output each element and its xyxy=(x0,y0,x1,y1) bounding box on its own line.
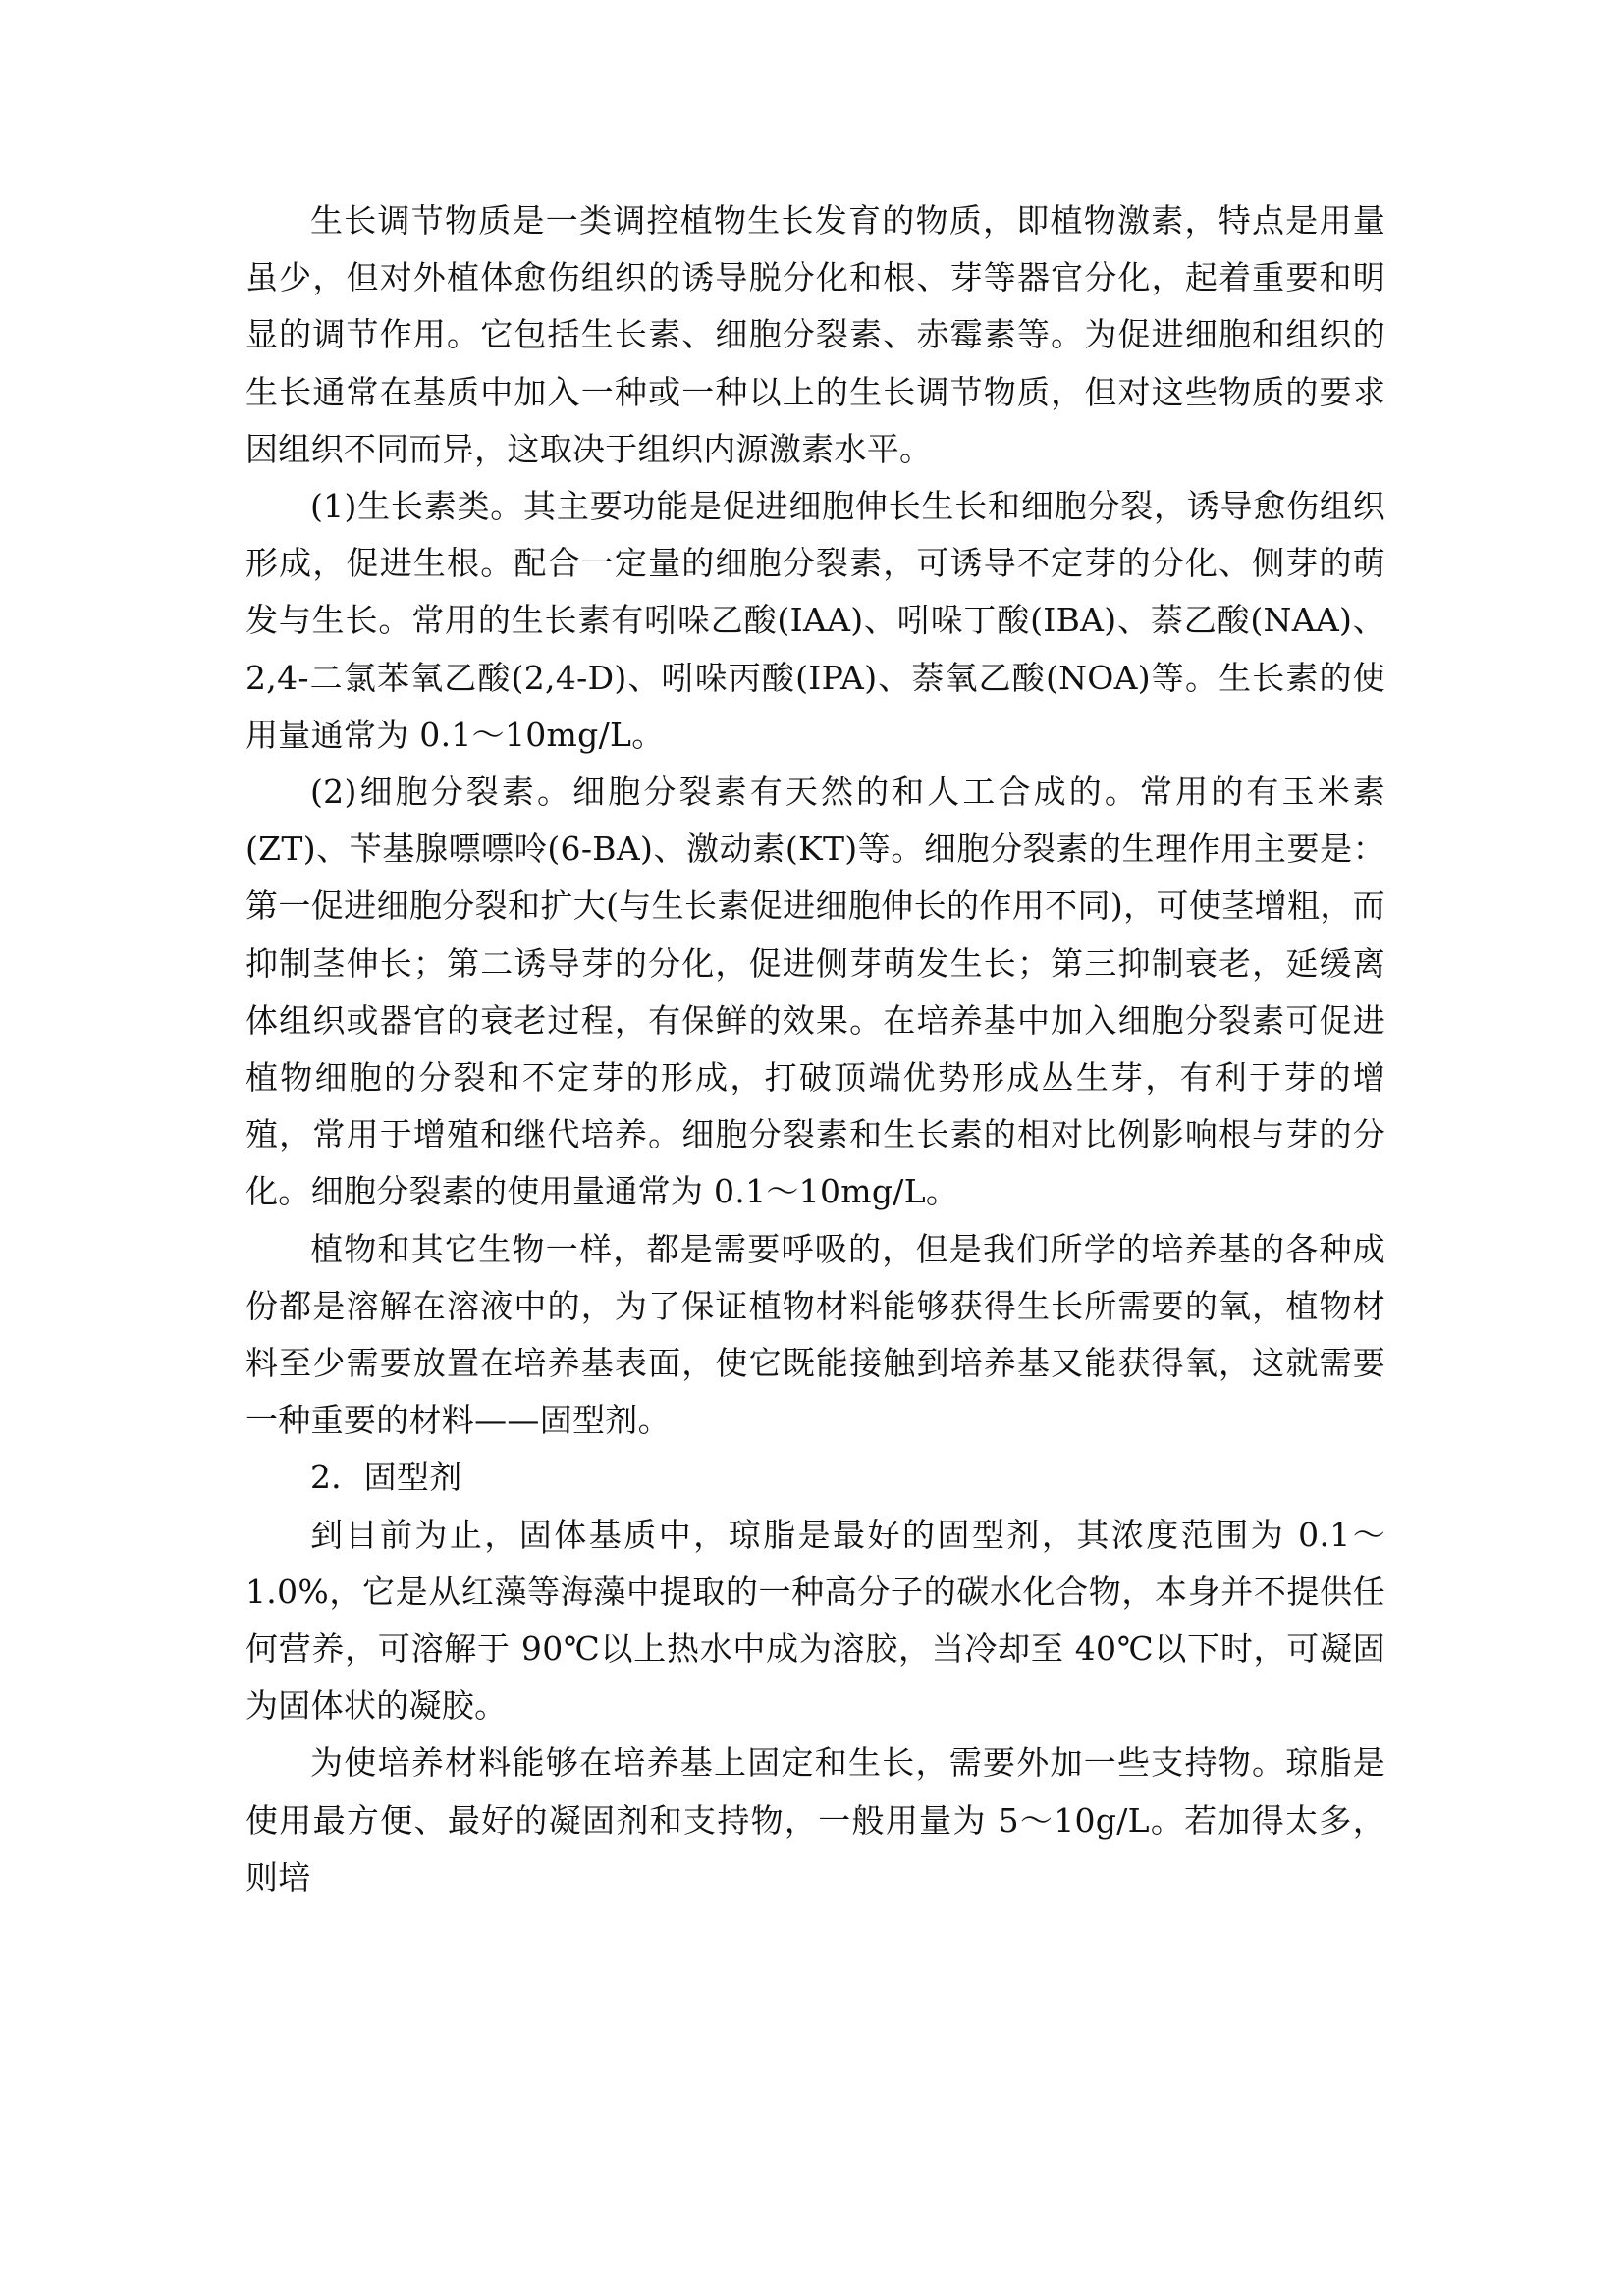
paragraph-growth-regulators: 生长调节物质是一类调控植物生长发育的物质，即植物激素，特点是用量虽少，但对外植体愈伤组织的诱导脱分化和根、芽等器官分化，起着重要和明显的调节作用。它包括生长素、细胞分裂素、赤霉素等。为促进细胞和组织的生长通常在基质中加入一种或一种以上的生长调节物质，但对这些物质的要求因组织不同而异，这取决于组织内源激素水平。 xyxy=(245,201,1385,468)
paragraph-agar-usage: 为使培养材料能够在培养基上固定和生长，需要外加一些支持物。琼脂是使用最方便、最好的凝固剂和支持物，一般用量为 5～10g/L。若加得太多，则培 xyxy=(245,1743,1385,1896)
section-heading-solidifying-agent: 2．固型剂 xyxy=(310,1458,462,1497)
paragraph-cytokinins: (2)细胞分裂素。细胞分裂素有天然的和人工合成的。常用的有玉米素(ZT)、苄基腺嘌嘌呤(6-BA)、激动素(KT)等。细胞分裂素的生理作用主要是：第一促进细胞分裂和扩大(与生长素促进细胞伸长的作用不同)，可使茎增粗，而抑制茎伸长；第二诱导芽的分化，促进侧芽萌发生长；第三抑制衰老，延缓离体组织或器官的衰老过程，有保鲜的效果。在培养基中加入细胞分裂素可促进植物细胞的分裂和不定芽的形成，打破顶端优势形成丛生芽，有利于芽的增殖，常用于增殖和继代培养。细胞分裂素和生长素的相对比例影响根与芽的分化。细胞分裂素的使用量通常为 0.1～10mg/L。 xyxy=(245,773,1385,1211)
paragraph-auxins: (1)生长素类。其主要功能是促进细胞伸长生长和细胞分裂，诱导愈伤组织形成，促进生根。配合一定量的细胞分裂素，可诱导不定芽的分化、侧芽的萌发与生长。常用的生长素有吲哚乙酸(IAA)、吲哚丁酸(IBA)、萘乙酸(NAA)、2,4-二氯苯氧乙酸(2,4-D)、吲哚丙酸(IPA)、萘氧乙酸(NOA)等。生长素的使用量通常为 0.1～10mg/L。 xyxy=(245,487,1385,754)
paragraph-plant-respiration: 植物和其它生物一样，都是需要呼吸的，但是我们所学的培养基的各种成份都是溶解在溶液中的，为了保证植物材料能够获得生长所需要的氧，植物材料至少需要放置在培养基表面，使它既能接触到培养基又能获得氧，这就需要一种重要的材料——固型剂。 xyxy=(245,1229,1385,1440)
document-body xyxy=(245,192,1385,1906)
paragraph-agar-concentration: 到目前为止，固体基质中，琼脂是最好的固型剂，其浓度范围为 0.1～1.0%，它是从红藻等海藻中提取的一种高分子的碳水化合物，本身并不提供任何营养，可溶解于 90℃以上热水中成为溶胶，当冷却至 40℃以下时，可凝固为固体状的凝胶。 xyxy=(245,1515,1385,1726)
